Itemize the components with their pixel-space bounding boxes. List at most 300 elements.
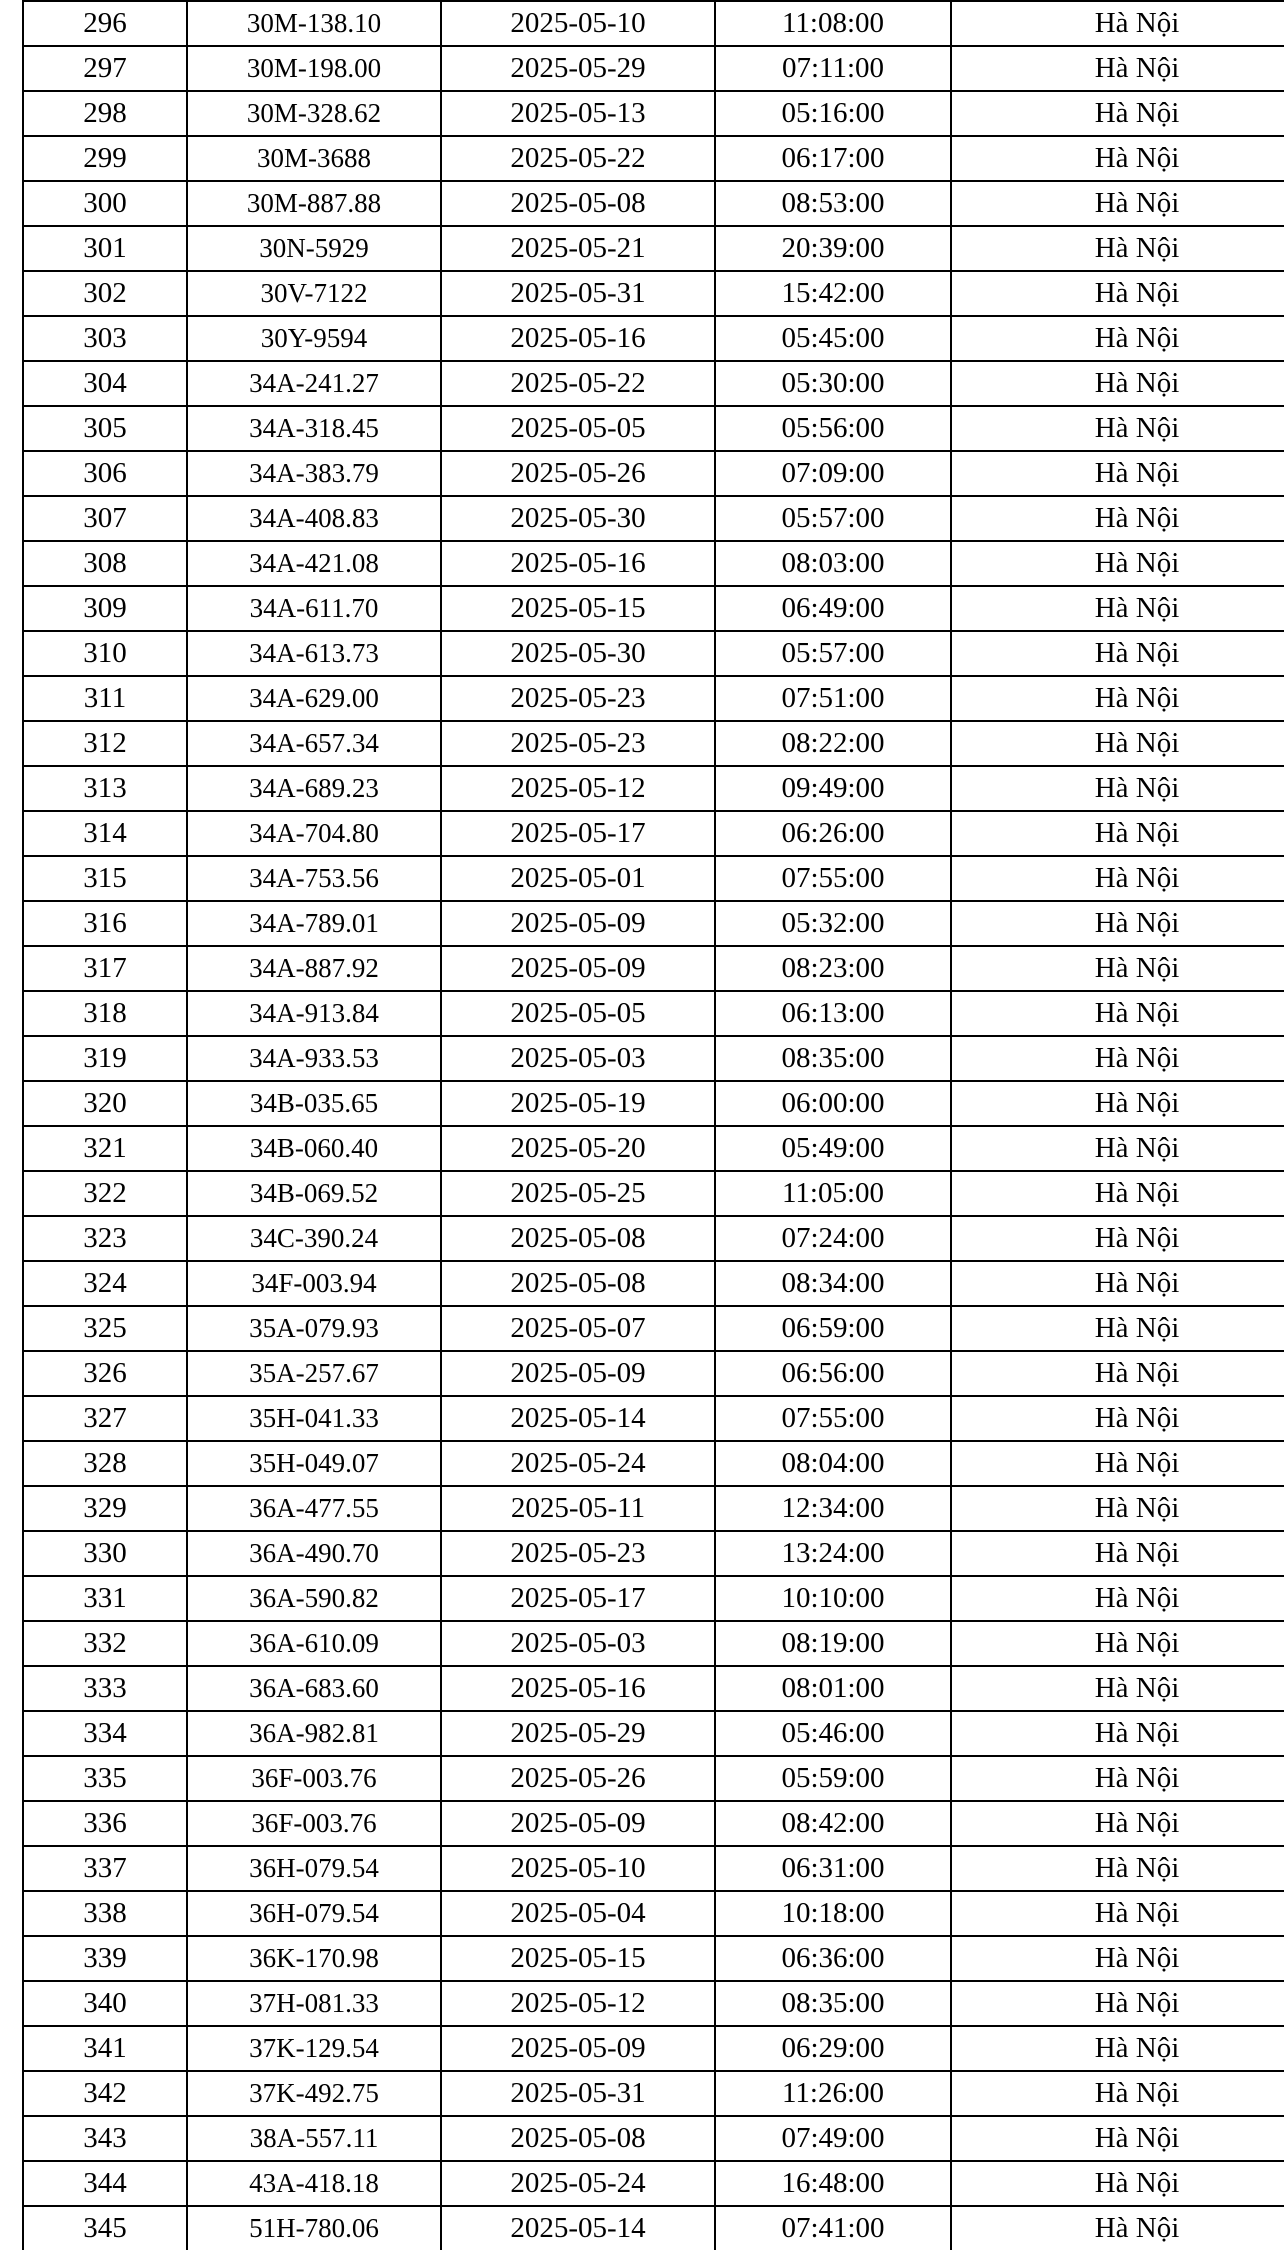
- time-cell: 06:00:00: [715, 1081, 951, 1126]
- date-cell: 2025-05-15: [441, 1936, 715, 1981]
- time-cell: 20:39:00: [715, 226, 951, 271]
- table-row: [23, 1441, 1284, 1486]
- plate-number-cell: 36F-003.76: [187, 1801, 441, 1846]
- plate-number-cell: 35H-041.33: [187, 1396, 441, 1441]
- row-number-cell: 313: [23, 766, 187, 811]
- time-cell: 12:34:00: [715, 1486, 951, 1531]
- plate-number-cell: 34A-629.00: [187, 676, 441, 721]
- table-row: [23, 316, 1284, 361]
- location-cell: Hà Nội: [951, 2071, 1284, 2116]
- row-number-cell: 307: [23, 496, 187, 541]
- time-cell: 06:59:00: [715, 1306, 951, 1351]
- row-number-cell: 337: [23, 1846, 187, 1891]
- row-number-cell: 298: [23, 91, 187, 136]
- location-cell: Hà Nội: [951, 1846, 1284, 1891]
- location-cell: Hà Nội: [951, 2026, 1284, 2071]
- location-cell: Hà Nội: [951, 2161, 1284, 2206]
- plate-number-cell: 34A-704.80: [187, 811, 441, 856]
- plate-number-cell: 36H-079.54: [187, 1846, 441, 1891]
- time-cell: 08:34:00: [715, 1261, 951, 1306]
- location-cell: Hà Nội: [951, 1621, 1284, 1666]
- table-row: [23, 1171, 1284, 1216]
- table-row: [23, 2161, 1284, 2206]
- location-cell: Hà Nội: [951, 136, 1284, 181]
- date-cell: 2025-05-05: [441, 406, 715, 451]
- table-row: [23, 676, 1284, 721]
- time-cell: 06:56:00: [715, 1351, 951, 1396]
- table-row: [23, 1891, 1284, 1936]
- plate-number-cell: 36A-590.82: [187, 1576, 441, 1621]
- plate-number-cell: 34A-408.83: [187, 496, 441, 541]
- row-number-cell: 297: [23, 46, 187, 91]
- location-cell: Hà Nội: [951, 1981, 1284, 2026]
- table-row: [23, 856, 1284, 901]
- plate-number-cell: 36A-490.70: [187, 1531, 441, 1576]
- time-cell: 07:11:00: [715, 46, 951, 91]
- table-body: [23, 1, 1284, 2250]
- time-cell: 08:53:00: [715, 181, 951, 226]
- time-cell: 07:41:00: [715, 2206, 951, 2250]
- time-cell: 07:24:00: [715, 1216, 951, 1261]
- date-cell: 2025-05-16: [441, 541, 715, 586]
- plate-number-cell: 34C-390.24: [187, 1216, 441, 1261]
- table-row: [23, 1981, 1284, 2026]
- table-row: [23, 631, 1284, 676]
- row-number-cell: 326: [23, 1351, 187, 1396]
- date-cell: 2025-05-12: [441, 766, 715, 811]
- violation-table: [22, 0, 1284, 2250]
- date-cell: 2025-05-21: [441, 226, 715, 271]
- row-number-cell: 330: [23, 1531, 187, 1576]
- time-cell: 05:45:00: [715, 316, 951, 361]
- location-cell: Hà Nội: [951, 2206, 1284, 2250]
- location-cell: Hà Nội: [951, 271, 1284, 316]
- plate-number-cell: 34A-613.73: [187, 631, 441, 676]
- plate-number-cell: 34B-035.65: [187, 1081, 441, 1126]
- table-row: [23, 1261, 1284, 1306]
- date-cell: 2025-05-25: [441, 1171, 715, 1216]
- row-number-cell: 308: [23, 541, 187, 586]
- time-cell: 06:29:00: [715, 2026, 951, 2071]
- row-number-cell: 320: [23, 1081, 187, 1126]
- row-number-cell: 316: [23, 901, 187, 946]
- date-cell: 2025-05-30: [441, 631, 715, 676]
- row-number-cell: 327: [23, 1396, 187, 1441]
- time-cell: 11:26:00: [715, 2071, 951, 2116]
- table-row: [23, 1126, 1284, 1171]
- row-number-cell: 331: [23, 1576, 187, 1621]
- plate-number-cell: 36A-477.55: [187, 1486, 441, 1531]
- date-cell: 2025-05-16: [441, 1666, 715, 1711]
- location-cell: Hà Nội: [951, 1396, 1284, 1441]
- date-cell: 2025-05-16: [441, 316, 715, 361]
- date-cell: 2025-05-29: [441, 46, 715, 91]
- row-number-cell: 341: [23, 2026, 187, 2071]
- table-row: [23, 181, 1284, 226]
- date-cell: 2025-05-26: [441, 451, 715, 496]
- location-cell: Hà Nội: [951, 1036, 1284, 1081]
- time-cell: 07:09:00: [715, 451, 951, 496]
- time-cell: 11:08:00: [715, 1, 951, 46]
- date-cell: 2025-05-10: [441, 1846, 715, 1891]
- location-cell: Hà Nội: [951, 316, 1284, 361]
- time-cell: 06:31:00: [715, 1846, 951, 1891]
- time-cell: 08:23:00: [715, 946, 951, 991]
- plate-number-cell: 34B-069.52: [187, 1171, 441, 1216]
- location-cell: Hà Nội: [951, 991, 1284, 1036]
- plate-number-cell: 30M-3688: [187, 136, 441, 181]
- location-cell: Hà Nội: [951, 1531, 1284, 1576]
- plate-number-cell: 35A-257.67: [187, 1351, 441, 1396]
- row-number-cell: 333: [23, 1666, 187, 1711]
- table-row: [23, 1846, 1284, 1891]
- time-cell: 08:35:00: [715, 1036, 951, 1081]
- date-cell: 2025-05-17: [441, 811, 715, 856]
- row-number-cell: 303: [23, 316, 187, 361]
- date-cell: 2025-05-08: [441, 1216, 715, 1261]
- document-sheet: [22, 0, 1284, 2250]
- location-cell: Hà Nội: [951, 1351, 1284, 1396]
- row-number-cell: 309: [23, 586, 187, 631]
- plate-number-cell: 30Y-9594: [187, 316, 441, 361]
- row-number-cell: 310: [23, 631, 187, 676]
- table-row: [23, 361, 1284, 406]
- date-cell: 2025-05-23: [441, 676, 715, 721]
- row-number-cell: 338: [23, 1891, 187, 1936]
- location-cell: Hà Nội: [951, 91, 1284, 136]
- time-cell: 06:49:00: [715, 586, 951, 631]
- plate-number-cell: 35A-079.93: [187, 1306, 441, 1351]
- location-cell: Hà Nội: [951, 2116, 1284, 2161]
- time-cell: 05:57:00: [715, 496, 951, 541]
- time-cell: 10:10:00: [715, 1576, 951, 1621]
- table-row: [23, 1216, 1284, 1261]
- row-number-cell: 302: [23, 271, 187, 316]
- location-cell: Hà Nội: [951, 226, 1284, 271]
- date-cell: 2025-05-14: [441, 2206, 715, 2250]
- time-cell: 09:49:00: [715, 766, 951, 811]
- location-cell: Hà Nội: [951, 46, 1284, 91]
- date-cell: 2025-05-08: [441, 2116, 715, 2161]
- date-cell: 2025-05-04: [441, 1891, 715, 1936]
- plate-number-cell: 34A-913.84: [187, 991, 441, 1036]
- location-cell: Hà Nội: [951, 1486, 1284, 1531]
- time-cell: 07:51:00: [715, 676, 951, 721]
- plate-number-cell: 34A-887.92: [187, 946, 441, 991]
- location-cell: Hà Nội: [951, 586, 1284, 631]
- table-row: [23, 226, 1284, 271]
- plate-number-cell: 37K-492.75: [187, 2071, 441, 2116]
- time-cell: 08:22:00: [715, 721, 951, 766]
- location-cell: Hà Nội: [951, 406, 1284, 451]
- row-number-cell: 323: [23, 1216, 187, 1261]
- row-number-cell: 335: [23, 1756, 187, 1801]
- row-number-cell: 329: [23, 1486, 187, 1531]
- location-cell: Hà Nội: [951, 1711, 1284, 1756]
- row-number-cell: 340: [23, 1981, 187, 2026]
- table-row: [23, 766, 1284, 811]
- plate-number-cell: 34A-933.53: [187, 1036, 441, 1081]
- time-cell: 13:24:00: [715, 1531, 951, 1576]
- table-row: [23, 1621, 1284, 1666]
- plate-number-cell: 34A-383.79: [187, 451, 441, 496]
- time-cell: 06:13:00: [715, 991, 951, 1036]
- date-cell: 2025-05-03: [441, 1621, 715, 1666]
- table-row: [23, 271, 1284, 316]
- row-number-cell: 344: [23, 2161, 187, 2206]
- time-cell: 05:49:00: [715, 1126, 951, 1171]
- row-number-cell: 325: [23, 1306, 187, 1351]
- row-number-cell: 343: [23, 2116, 187, 2161]
- date-cell: 2025-05-09: [441, 901, 715, 946]
- row-number-cell: 345: [23, 2206, 187, 2250]
- date-cell: 2025-05-13: [441, 91, 715, 136]
- table-row: [23, 1756, 1284, 1801]
- plate-number-cell: 38A-557.11: [187, 2116, 441, 2161]
- plate-number-cell: 34A-241.27: [187, 361, 441, 406]
- plate-number-cell: 36F-003.76: [187, 1756, 441, 1801]
- row-number-cell: 304: [23, 361, 187, 406]
- location-cell: Hà Nội: [951, 181, 1284, 226]
- time-cell: 05:57:00: [715, 631, 951, 676]
- date-cell: 2025-05-26: [441, 1756, 715, 1801]
- table-row: [23, 1306, 1284, 1351]
- row-number-cell: 339: [23, 1936, 187, 1981]
- date-cell: 2025-05-31: [441, 2071, 715, 2116]
- date-cell: 2025-05-14: [441, 1396, 715, 1441]
- location-cell: Hà Nội: [951, 1171, 1284, 1216]
- time-cell: 07:49:00: [715, 2116, 951, 2161]
- location-cell: Hà Nội: [951, 1306, 1284, 1351]
- date-cell: 2025-05-12: [441, 1981, 715, 2026]
- date-cell: 2025-05-09: [441, 1351, 715, 1396]
- time-cell: 05:30:00: [715, 361, 951, 406]
- location-cell: Hà Nội: [951, 676, 1284, 721]
- date-cell: 2025-05-09: [441, 2026, 715, 2071]
- table-row: [23, 1711, 1284, 1756]
- row-number-cell: 328: [23, 1441, 187, 1486]
- plate-number-cell: 30M-138.10: [187, 1, 441, 46]
- row-number-cell: 299: [23, 136, 187, 181]
- plate-number-cell: 36A-982.81: [187, 1711, 441, 1756]
- time-cell: 08:01:00: [715, 1666, 951, 1711]
- time-cell: 08:03:00: [715, 541, 951, 586]
- row-number-cell: 319: [23, 1036, 187, 1081]
- date-cell: 2025-05-20: [441, 1126, 715, 1171]
- row-number-cell: 300: [23, 181, 187, 226]
- date-cell: 2025-05-01: [441, 856, 715, 901]
- time-cell: 07:55:00: [715, 1396, 951, 1441]
- table-row: [23, 1036, 1284, 1081]
- location-cell: Hà Nội: [951, 1441, 1284, 1486]
- row-number-cell: 311: [23, 676, 187, 721]
- location-cell: Hà Nội: [951, 496, 1284, 541]
- date-cell: 2025-05-31: [441, 271, 715, 316]
- row-number-cell: 317: [23, 946, 187, 991]
- date-cell: 2025-05-05: [441, 991, 715, 1036]
- time-cell: 10:18:00: [715, 1891, 951, 1936]
- row-number-cell: 334: [23, 1711, 187, 1756]
- table-row: [23, 1801, 1284, 1846]
- date-cell: 2025-05-17: [441, 1576, 715, 1621]
- location-cell: Hà Nội: [951, 1801, 1284, 1846]
- plate-number-cell: 43A-418.18: [187, 2161, 441, 2206]
- time-cell: 08:19:00: [715, 1621, 951, 1666]
- table-row: [23, 1081, 1284, 1126]
- date-cell: 2025-05-22: [441, 361, 715, 406]
- plate-number-cell: 37K-129.54: [187, 2026, 441, 2071]
- table-row: [23, 541, 1284, 586]
- table-row: [23, 496, 1284, 541]
- location-cell: Hà Nội: [951, 361, 1284, 406]
- date-cell: 2025-05-08: [441, 181, 715, 226]
- row-number-cell: 315: [23, 856, 187, 901]
- table-row: [23, 2071, 1284, 2116]
- row-number-cell: 314: [23, 811, 187, 856]
- time-cell: 08:04:00: [715, 1441, 951, 1486]
- table-row: [23, 2206, 1284, 2250]
- date-cell: 2025-05-03: [441, 1036, 715, 1081]
- location-cell: Hà Nội: [951, 541, 1284, 586]
- time-cell: 06:17:00: [715, 136, 951, 181]
- table-row: [23, 1351, 1284, 1396]
- date-cell: 2025-05-22: [441, 136, 715, 181]
- row-number-cell: 322: [23, 1171, 187, 1216]
- time-cell: 16:48:00: [715, 2161, 951, 2206]
- plate-number-cell: 34A-611.70: [187, 586, 441, 631]
- table-row: [23, 451, 1284, 496]
- time-cell: 05:46:00: [715, 1711, 951, 1756]
- plate-number-cell: 34B-060.40: [187, 1126, 441, 1171]
- time-cell: 11:05:00: [715, 1171, 951, 1216]
- location-cell: Hà Nội: [951, 721, 1284, 766]
- table-row: [23, 946, 1284, 991]
- date-cell: 2025-05-23: [441, 1531, 715, 1576]
- location-cell: Hà Nội: [951, 1756, 1284, 1801]
- location-cell: Hà Nội: [951, 811, 1284, 856]
- location-cell: Hà Nội: [951, 1891, 1284, 1936]
- plate-number-cell: 34A-789.01: [187, 901, 441, 946]
- date-cell: 2025-05-29: [441, 1711, 715, 1756]
- table-row: [23, 136, 1284, 181]
- date-cell: 2025-05-24: [441, 2161, 715, 2206]
- time-cell: 06:36:00: [715, 1936, 951, 1981]
- plate-number-cell: 37H-081.33: [187, 1981, 441, 2026]
- plate-number-cell: 34F-003.94: [187, 1261, 441, 1306]
- table-row: [23, 1396, 1284, 1441]
- location-cell: Hà Nội: [951, 451, 1284, 496]
- plate-number-cell: 34A-318.45: [187, 406, 441, 451]
- row-number-cell: 324: [23, 1261, 187, 1306]
- table-row: [23, 1576, 1284, 1621]
- location-cell: Hà Nội: [951, 1936, 1284, 1981]
- location-cell: Hà Nội: [951, 946, 1284, 991]
- plate-number-cell: 30V-7122: [187, 271, 441, 316]
- location-cell: Hà Nội: [951, 1126, 1284, 1171]
- plate-number-cell: 34A-657.34: [187, 721, 441, 766]
- location-cell: Hà Nội: [951, 631, 1284, 676]
- time-cell: 05:56:00: [715, 406, 951, 451]
- location-cell: Hà Nội: [951, 1666, 1284, 1711]
- date-cell: 2025-05-09: [441, 1801, 715, 1846]
- table-row: [23, 46, 1284, 91]
- date-cell: 2025-05-23: [441, 721, 715, 766]
- table-row: [23, 1936, 1284, 1981]
- date-cell: 2025-05-15: [441, 586, 715, 631]
- time-cell: 15:42:00: [715, 271, 951, 316]
- row-number-cell: 336: [23, 1801, 187, 1846]
- date-cell: 2025-05-10: [441, 1, 715, 46]
- plate-number-cell: 51H-780.06: [187, 2206, 441, 2250]
- row-number-cell: 305: [23, 406, 187, 451]
- date-cell: 2025-05-07: [441, 1306, 715, 1351]
- location-cell: Hà Nội: [951, 856, 1284, 901]
- plate-number-cell: 36K-170.98: [187, 1936, 441, 1981]
- time-cell: 05:16:00: [715, 91, 951, 136]
- table-row: [23, 811, 1284, 856]
- plate-number-cell: 36A-610.09: [187, 1621, 441, 1666]
- table-row: [23, 1666, 1284, 1711]
- location-cell: Hà Nội: [951, 1576, 1284, 1621]
- location-cell: Hà Nội: [951, 901, 1284, 946]
- plate-number-cell: 34A-689.23: [187, 766, 441, 811]
- date-cell: 2025-05-08: [441, 1261, 715, 1306]
- location-cell: Hà Nội: [951, 1261, 1284, 1306]
- plate-number-cell: 30N-5929: [187, 226, 441, 271]
- row-number-cell: 321: [23, 1126, 187, 1171]
- time-cell: 05:59:00: [715, 1756, 951, 1801]
- date-cell: 2025-05-19: [441, 1081, 715, 1126]
- plate-number-cell: 34A-421.08: [187, 541, 441, 586]
- row-number-cell: 312: [23, 721, 187, 766]
- location-cell: Hà Nội: [951, 766, 1284, 811]
- table-row: [23, 2026, 1284, 2071]
- row-number-cell: 306: [23, 451, 187, 496]
- table-row: [23, 406, 1284, 451]
- plate-number-cell: 35H-049.07: [187, 1441, 441, 1486]
- table-row: [23, 721, 1284, 766]
- location-cell: Hà Nội: [951, 1216, 1284, 1261]
- time-cell: 08:42:00: [715, 1801, 951, 1846]
- plate-number-cell: 30M-887.88: [187, 181, 441, 226]
- plate-number-cell: 34A-753.56: [187, 856, 441, 901]
- plate-number-cell: 30M-328.62: [187, 91, 441, 136]
- date-cell: 2025-05-24: [441, 1441, 715, 1486]
- table-row: [23, 1531, 1284, 1576]
- time-cell: 08:35:00: [715, 1981, 951, 2026]
- time-cell: 05:32:00: [715, 901, 951, 946]
- plate-number-cell: 36A-683.60: [187, 1666, 441, 1711]
- table-row: [23, 586, 1284, 631]
- location-cell: Hà Nội: [951, 1, 1284, 46]
- plate-number-cell: 36H-079.54: [187, 1891, 441, 1936]
- row-number-cell: 301: [23, 226, 187, 271]
- date-cell: 2025-05-11: [441, 1486, 715, 1531]
- table-row: [23, 1, 1284, 46]
- row-number-cell: 318: [23, 991, 187, 1036]
- table-row: [23, 2116, 1284, 2161]
- date-cell: 2025-05-30: [441, 496, 715, 541]
- date-cell: 2025-05-09: [441, 946, 715, 991]
- row-number-cell: 342: [23, 2071, 187, 2116]
- time-cell: 06:26:00: [715, 811, 951, 856]
- row-number-cell: 296: [23, 1, 187, 46]
- table-row: [23, 91, 1284, 136]
- plate-number-cell: 30M-198.00: [187, 46, 441, 91]
- table-row: [23, 1486, 1284, 1531]
- row-number-cell: 332: [23, 1621, 187, 1666]
- time-cell: 07:55:00: [715, 856, 951, 901]
